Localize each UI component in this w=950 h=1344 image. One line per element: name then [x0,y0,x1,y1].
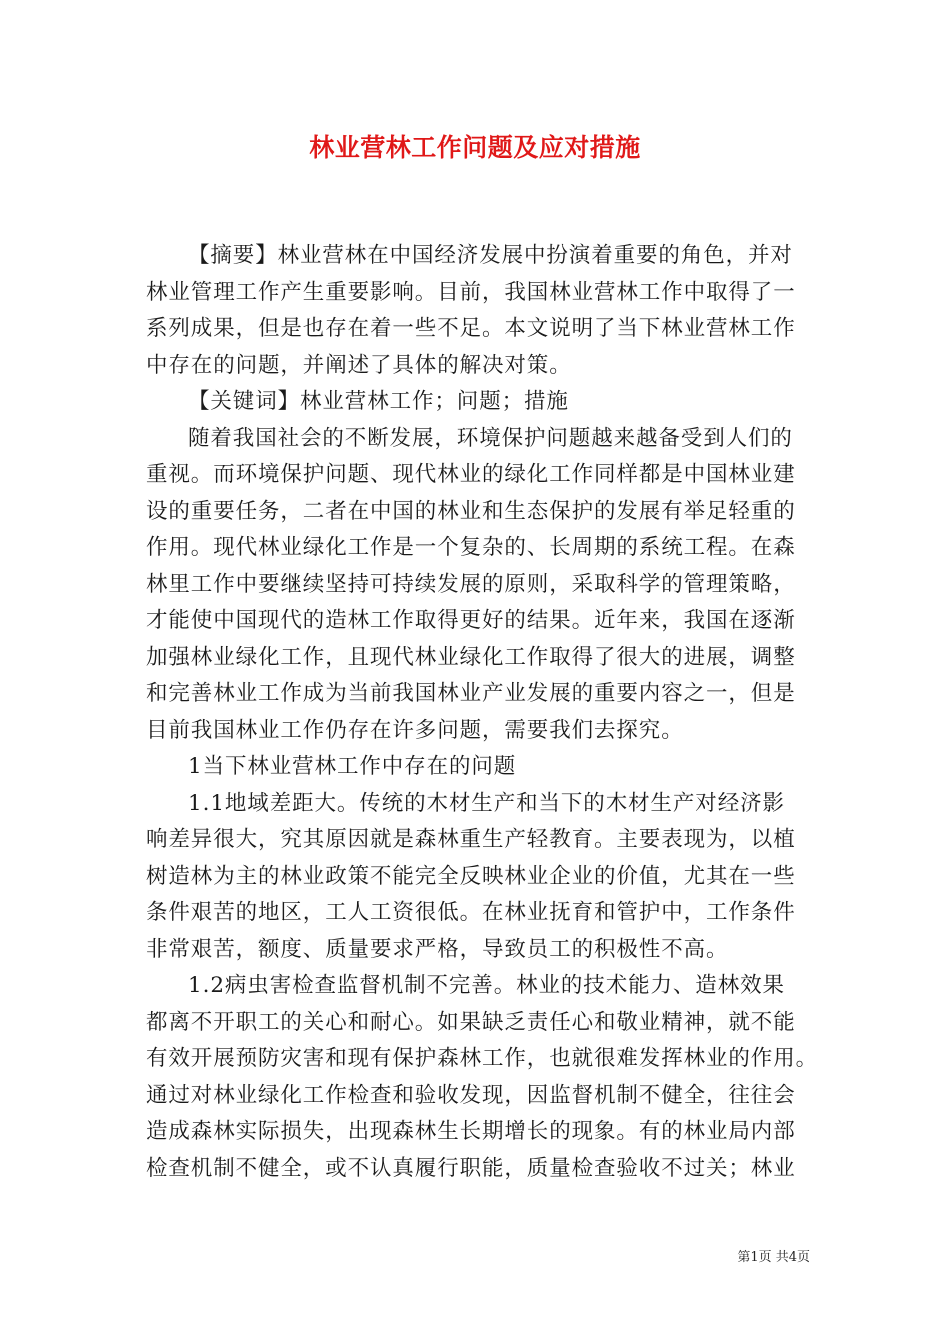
text-line: 条件艰苦的地区，工人工资很低。在林业抚育和管护中，工作条件 [146,900,796,925]
text-line: 系列成果，但是也存在着一些不足。本文说明了当下林业营林工作 [146,316,796,341]
text-line: 1.2病虫害检查监督机制不完善。林业的技术能力、造林效果 [188,973,785,998]
text-line: 【摘要】林业营林在中国经济发展中扮演着重要的角色，并对 [188,243,793,268]
text-line: 重视。而环境保护问题、现代林业的绿化工作同样都是中国林业建 [146,462,796,487]
text-line: 1.1地域差距大。传统的木材生产和当下的木材生产对经济影 [188,790,785,816]
text-line: 作用。现代林业绿化工作是一个复杂的、长周期的系统工程。在森 [146,535,796,560]
text-line: 中存在的问题，并阐述了具体的解决对策。 [146,352,572,378]
text-line: 检查机制不健全，或不认真履行职能，质量检查验收不过关；林业 [146,1155,796,1181]
text-line: 【关键词】林业营林工作；问题；措施 [188,389,569,414]
text-line: 通过对林业绿化工作检查和验收发现，因监督机制不健全，往往会 [146,1082,796,1108]
text-line: 目前我国林业工作仍存在许多问题，需要我们去探究。 [146,717,684,743]
text-line: 才能使中国现代的造林工作取得更好的结果。近年来，我国在逐渐 [146,608,796,633]
text-line: 非常艰苦，额度、质量要求严格，导致员工的积极性不高。 [146,936,729,962]
text-line: 有效开展预防灾害和现有保护森林工作，也就很难发挥林业的作用。 [146,1046,819,1071]
document-title: 林业营林工作问题及应对措施 [309,133,641,162]
text-line: 林里工作中要继续坚持可持续发展的原则，采取科学的管理策略， [146,571,796,597]
text-line: 1当下林业营林工作中存在的问题 [188,754,517,779]
text-line: 和完善林业工作成为当前我国林业产业发展的重要内容之一，但是 [146,681,796,706]
text-line: 设的重要任务，二者在中国的林业和生态保护的发展有举足轻重的 [146,498,796,524]
page-footer: 第1页 共4页 [737,1250,810,1265]
text-line: 造成森林实际损失，出现森林生长期增长的现象。有的林业局内部 [146,1119,796,1144]
text-line: 林业管理工作产生重要影响。目前，我国林业营林工作中取得了一 [146,279,796,305]
text-line: 树造林为主的林业政策不能完全反映林业企业的价值，尤其在一些 [146,863,796,889]
text-line: 都离不开职工的关心和耐心。如果缺乏责任心和敬业精神，就不能 [146,1009,796,1035]
document-body [146,238,819,1187]
text-line: 加强林业绿化工作，且现代林业绿化工作取得了很大的进展，调整 [146,644,796,670]
text-line: 随着我国社会的不断发展，环境保护问题越来越备受到人们的 [188,425,793,451]
text-line: 响差异很大，究其原因就是森林重生产轻教育。主要表现为，以植 [146,827,796,852]
